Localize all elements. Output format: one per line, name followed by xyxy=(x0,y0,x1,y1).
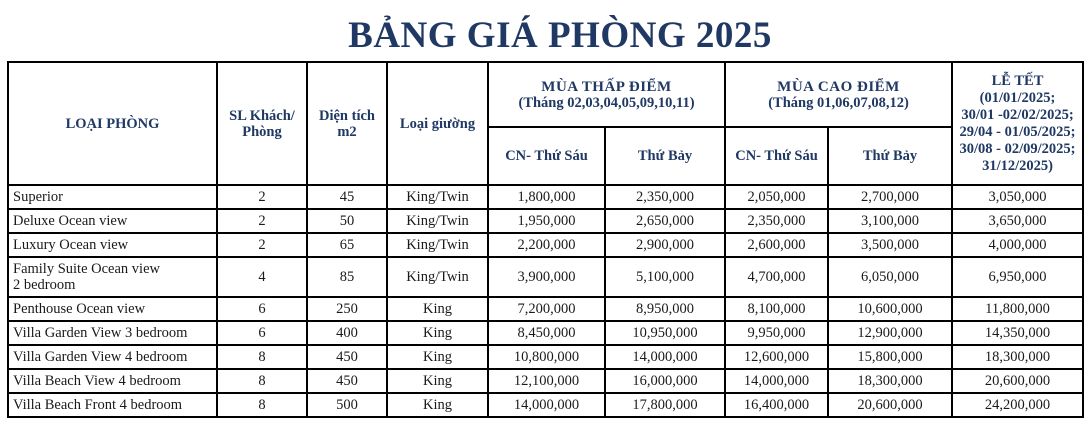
low-season-title: MÙA THẤP ĐIỂM xyxy=(541,78,672,95)
header-area: Diện tích m2 xyxy=(307,62,387,185)
header-room-type: LOẠI PHÒNG xyxy=(8,62,217,185)
low-saturday-price: 8,950,000 xyxy=(605,297,725,321)
table-row xyxy=(8,209,1083,233)
room-name-line: Family Suite Ocean view xyxy=(13,261,160,277)
high-weekday-price: 9,950,000 xyxy=(725,321,828,345)
bed-type: King xyxy=(387,345,488,369)
room-name xyxy=(8,369,217,393)
header-bed-type: Loại giường xyxy=(387,62,488,185)
table-row xyxy=(8,257,1083,297)
low-saturday-price: 17,800,000 xyxy=(605,393,725,417)
table-row xyxy=(8,297,1083,321)
room-area: 65 xyxy=(307,233,387,257)
high-saturday-price: 20,600,000 xyxy=(828,393,952,417)
high-saturday-price: 3,100,000 xyxy=(828,209,952,233)
holiday-price: 18,300,000 xyxy=(952,345,1083,369)
room-name xyxy=(8,185,217,209)
holiday-price: 4,000,000 xyxy=(952,233,1083,257)
low-saturday-price: 10,950,000 xyxy=(605,321,725,345)
room-area: 50 xyxy=(307,209,387,233)
room-area: 45 xyxy=(307,185,387,209)
bed-type: King/Twin xyxy=(387,233,488,257)
room-name-line: Luxury Ocean view xyxy=(13,237,129,253)
room-area: 85 xyxy=(307,257,387,297)
high-weekday-price: 14,000,000 xyxy=(725,369,828,393)
room-area: 400 xyxy=(307,321,387,345)
header-holiday xyxy=(952,62,1083,185)
low-weekday-price: 3,900,000 xyxy=(488,257,605,297)
high-weekday-price: 8,100,000 xyxy=(725,297,828,321)
room-name-line: Villa Garden View 4 bedroom xyxy=(13,349,188,365)
low-weekday-price: 1,800,000 xyxy=(488,185,605,209)
room-name-line: Superior xyxy=(13,189,63,205)
room-area: 450 xyxy=(307,369,387,393)
holiday-price: 11,800,000 xyxy=(952,297,1083,321)
high-saturday-price: 15,800,000 xyxy=(828,345,952,369)
table-row xyxy=(8,233,1083,257)
low-weekday-price: 10,800,000 xyxy=(488,345,605,369)
room-name xyxy=(8,345,217,369)
low-saturday-price: 14,000,000 xyxy=(605,345,725,369)
high-weekday-price: 2,350,000 xyxy=(725,209,828,233)
low-saturday-price: 2,650,000 xyxy=(605,209,725,233)
table-row xyxy=(8,345,1083,369)
high-saturday-price: 3,500,000 xyxy=(828,233,952,257)
room-name-line: Villa Beach View 4 bedroom xyxy=(13,373,181,389)
high-weekday-price: 2,600,000 xyxy=(725,233,828,257)
holiday-title: LỄ TẾT xyxy=(991,72,1044,89)
page-title: BẢNG GIÁ PHÒNG 2025 xyxy=(348,15,772,56)
bed-type: King/Twin xyxy=(387,185,488,209)
table-row xyxy=(8,185,1083,209)
guest-count: 2 xyxy=(217,185,307,209)
holiday-price: 24,200,000 xyxy=(952,393,1083,417)
high-saturday-price: 18,300,000 xyxy=(828,369,952,393)
table-row xyxy=(8,369,1083,393)
holiday-date: 29/04 - 01/05/2025; xyxy=(959,123,1076,140)
bed-type: King xyxy=(387,321,488,345)
header-low-weekday: CN- Thứ Sáu xyxy=(488,127,605,185)
holiday-price: 6,950,000 xyxy=(952,257,1083,297)
header-high-weekday: CN- Thứ Sáu xyxy=(725,127,828,185)
header-high-season xyxy=(725,62,952,127)
holiday-price: 3,650,000 xyxy=(952,209,1083,233)
low-weekday-price: 14,000,000 xyxy=(488,393,605,417)
bed-type: King/Twin xyxy=(387,257,488,297)
low-saturday-price: 2,350,000 xyxy=(605,185,725,209)
low-saturday-price: 2,900,000 xyxy=(605,233,725,257)
room-name xyxy=(8,321,217,345)
bed-type: King xyxy=(387,297,488,321)
low-weekday-price: 2,200,000 xyxy=(488,233,605,257)
low-weekday-price: 1,950,000 xyxy=(488,209,605,233)
room-name xyxy=(8,297,217,321)
high-season-title: MÙA CAO ĐIỂM xyxy=(777,78,900,95)
guest-count: 2 xyxy=(217,209,307,233)
guest-count: 6 xyxy=(217,321,307,345)
guest-count: 4 xyxy=(217,257,307,297)
high-saturday-price: 10,600,000 xyxy=(828,297,952,321)
high-weekday-price: 12,600,000 xyxy=(725,345,828,369)
header-low-saturday: Thứ Bảy xyxy=(605,127,725,185)
guest-count: 2 xyxy=(217,233,307,257)
header-guests: SL Khách/ Phòng xyxy=(217,62,307,185)
high-weekday-price: 2,050,000 xyxy=(725,185,828,209)
room-name-line: Villa Beach Front 4 bedroom xyxy=(13,397,183,413)
low-weekday-price: 8,450,000 xyxy=(488,321,605,345)
guest-count: 8 xyxy=(217,369,307,393)
low-saturday-price: 5,100,000 xyxy=(605,257,725,297)
bed-type: King xyxy=(387,369,488,393)
high-weekday-price: 16,400,000 xyxy=(725,393,828,417)
high-saturday-price: 2,700,000 xyxy=(828,185,952,209)
high-saturday-price: 6,050,000 xyxy=(828,257,952,297)
room-name xyxy=(8,233,217,257)
holiday-price: 3,050,000 xyxy=(952,185,1083,209)
high-saturday-price: 12,900,000 xyxy=(828,321,952,345)
low-weekday-price: 7,200,000 xyxy=(488,297,605,321)
low-saturday-price: 16,000,000 xyxy=(605,369,725,393)
high-season-months: (Tháng 01,06,07,08,12) xyxy=(768,94,909,111)
low-weekday-price: 12,100,000 xyxy=(488,369,605,393)
guest-count: 8 xyxy=(217,345,307,369)
high-weekday-price: 4,700,000 xyxy=(725,257,828,297)
room-area: 500 xyxy=(307,393,387,417)
guest-count: 8 xyxy=(217,393,307,417)
holiday-date: 31/12/2025) xyxy=(982,157,1053,174)
holiday-price: 14,350,000 xyxy=(952,321,1083,345)
room-area: 250 xyxy=(307,297,387,321)
room-name-line: Penthouse Ocean view xyxy=(13,301,146,317)
room-name-line: Villa Garden View 3 bedroom xyxy=(13,325,188,341)
room-name-line: 2 bedroom xyxy=(13,277,76,293)
room-name xyxy=(8,209,217,233)
holiday-price: 20,600,000 xyxy=(952,369,1083,393)
low-season-months: (Tháng 02,03,04,05,09,10,11) xyxy=(518,94,695,111)
bed-type: King/Twin xyxy=(387,209,488,233)
holiday-date: (01/01/2025; xyxy=(979,89,1056,106)
room-name xyxy=(8,257,217,297)
header-high-saturday: Thứ Bảy xyxy=(828,127,952,185)
room-area: 450 xyxy=(307,345,387,369)
room-name xyxy=(8,393,217,417)
table-row xyxy=(8,321,1083,345)
bed-type: King xyxy=(387,393,488,417)
room-name-line: Deluxe Ocean view xyxy=(13,213,128,229)
holiday-date: 30/01 -02/02/2025; xyxy=(961,106,1074,123)
table-row xyxy=(8,393,1083,417)
holiday-date: 30/08 - 02/09/2025; xyxy=(959,140,1076,157)
guest-count: 6 xyxy=(217,297,307,321)
header-low-season xyxy=(488,62,725,127)
price-table xyxy=(7,61,1084,418)
